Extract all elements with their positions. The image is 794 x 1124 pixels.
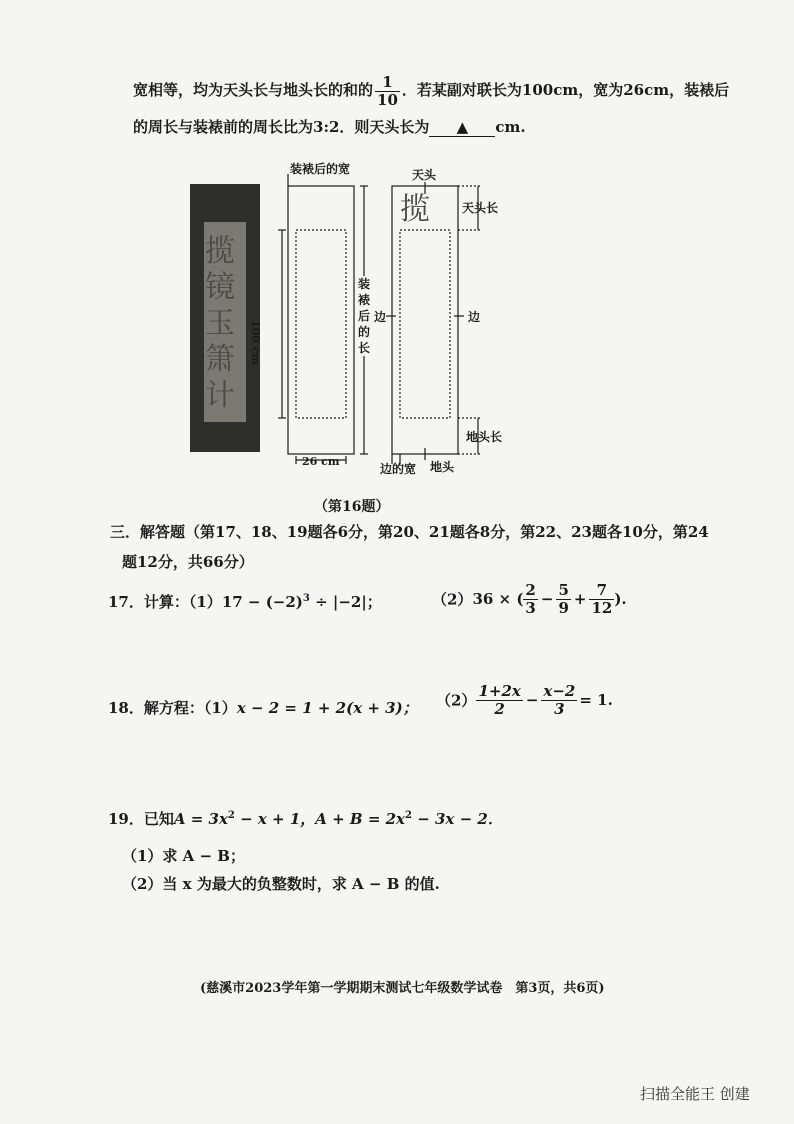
q16-frac-den: 10	[377, 90, 398, 109]
label-after-width: 装裱后的宽	[290, 162, 351, 176]
q17-frac-2-num: 5	[558, 581, 569, 599]
q17-op2: +	[573, 590, 587, 608]
scanner-watermark: 扫描全能王 创建	[640, 1085, 750, 1103]
label-bian-left: 边	[374, 310, 387, 324]
right-outer-rect	[392, 186, 458, 454]
page-footer: (慈溪市2023学年第一学期期末测试七年级数学试卷 第3页，共6页)	[200, 981, 605, 996]
label-after-length-c5: 长	[357, 341, 370, 355]
q19-pre: 19．已知	[108, 810, 174, 828]
q19-ab-rest: − 3x − 2．	[411, 810, 503, 828]
q16-fraction	[375, 74, 400, 108]
q16-line1-post: ．若某副对联长为100cm，宽为26cm，装裱后	[401, 81, 730, 99]
label-100cm: 100 cm	[249, 320, 262, 366]
label-tiantou: 天头	[412, 168, 437, 182]
q17-label: 17．计算：	[108, 593, 189, 611]
right-inner-rect	[400, 230, 450, 418]
section3-line1: 三．解答题（第17、18、19题各6分，第20、21题各8分，第22、23题各10分，第24	[110, 523, 709, 541]
scroll-char-2: 镜	[205, 270, 235, 305]
q19-a-eq: A = 3x	[173, 810, 228, 828]
q19-a-rest: − x + 1，	[234, 810, 316, 828]
scroll-char-4: 箫	[205, 342, 235, 377]
answer-blank	[429, 118, 495, 137]
q17-part2	[432, 582, 627, 616]
label-ditou-len: 地头长	[466, 430, 503, 444]
q19-ab-eq: A + B = 2x	[315, 810, 406, 828]
label-ditou: 地头	[430, 460, 455, 474]
label-after-length-c3: 后	[357, 309, 370, 323]
label-26cm: 26 cm	[302, 455, 340, 468]
q17-p1-expr-a: 17 − (−2)	[221, 593, 303, 611]
q17-p1-num: （1）	[188, 593, 222, 611]
q17-frac-3	[589, 582, 614, 616]
q17-frac-1	[523, 582, 537, 616]
q17-frac-1-num: 2	[525, 581, 536, 599]
left-inner-rect	[296, 230, 346, 418]
scroll-char-1: 揽	[400, 192, 430, 227]
q16-line2-pre: 的周长与装裱前的周长比为3:2．则天头长为	[133, 118, 430, 136]
label-after-length-c2: 裱	[357, 293, 370, 307]
q18-p2-end: = 1.	[579, 691, 613, 709]
q19-sub2: （2）当 x 为最大的负整数时，求 A − B 的值.	[122, 875, 440, 893]
q18-frac-1	[476, 683, 522, 717]
q16-line1-pre: 宽相等，均为天头长与地头长的和的	[133, 81, 374, 99]
q17-part1	[108, 591, 382, 612]
scroll-char-5: 计	[205, 378, 235, 413]
q18-frac-2	[541, 683, 577, 717]
q19-ab-sq: 2	[405, 810, 412, 821]
q16-line2	[133, 116, 526, 137]
q17-frac-2	[556, 582, 570, 616]
q17-p1-expr-b: ÷ |−2|；	[309, 593, 382, 611]
q18-p1-num: （1）	[203, 699, 237, 717]
q16-line2-post: cm.	[495, 118, 526, 136]
scroll-char-3: 玉	[205, 306, 235, 341]
scroll-char-1: 揽	[205, 234, 235, 269]
left-outer-rect	[288, 186, 354, 454]
q18-p1-expr: x − 2 = 1 + 2(x + 3)；	[236, 699, 418, 717]
q17-frac-3-den: 12	[591, 598, 613, 617]
label-after-length-c1: 装	[357, 277, 370, 291]
q19-statement	[108, 808, 503, 829]
q16-line1	[133, 74, 729, 108]
q17-op1: −	[540, 590, 554, 608]
figure-caption: （第16题）	[314, 499, 390, 515]
q17-p2-end: ).	[614, 590, 627, 608]
label-bian-right: 边	[468, 310, 481, 324]
q17-frac-2-den: 9	[558, 598, 569, 617]
q17-p2-num: （2）	[432, 590, 473, 609]
q18-frac-1-num: 1+2x	[478, 682, 521, 700]
q18-frac-2-den: 3	[554, 699, 565, 718]
q18-op: −	[525, 691, 539, 709]
q18-frac-1-den: 2	[494, 699, 505, 718]
q19-sub1: （1）求 A − B；	[122, 847, 245, 865]
q17-p1-exp: 3	[302, 593, 310, 604]
q18-p2-num: （2）	[436, 691, 477, 710]
label-tiantou-len: 天头长	[462, 201, 499, 215]
q17-frac-3-num: 7	[589, 582, 614, 600]
q18-part1	[108, 697, 418, 718]
q18-part2	[436, 683, 613, 717]
section3-line2: 题12分，共66分）	[122, 553, 254, 571]
q16-frac-num: 1	[375, 74, 400, 92]
q17-frac-1-den: 3	[525, 598, 536, 617]
label-after-length-c4: 的	[357, 325, 370, 339]
q18-label: 18．解方程：	[108, 699, 204, 717]
q17-p2-a: 36 × (	[472, 590, 524, 608]
q19-a-sq: 2	[227, 810, 235, 821]
label-bian-width: 边的宽	[380, 462, 417, 476]
q18-frac-2-num: x−2	[543, 682, 576, 700]
answer-blank-mark: ▲	[456, 118, 469, 136]
label-after-length	[357, 276, 371, 356]
